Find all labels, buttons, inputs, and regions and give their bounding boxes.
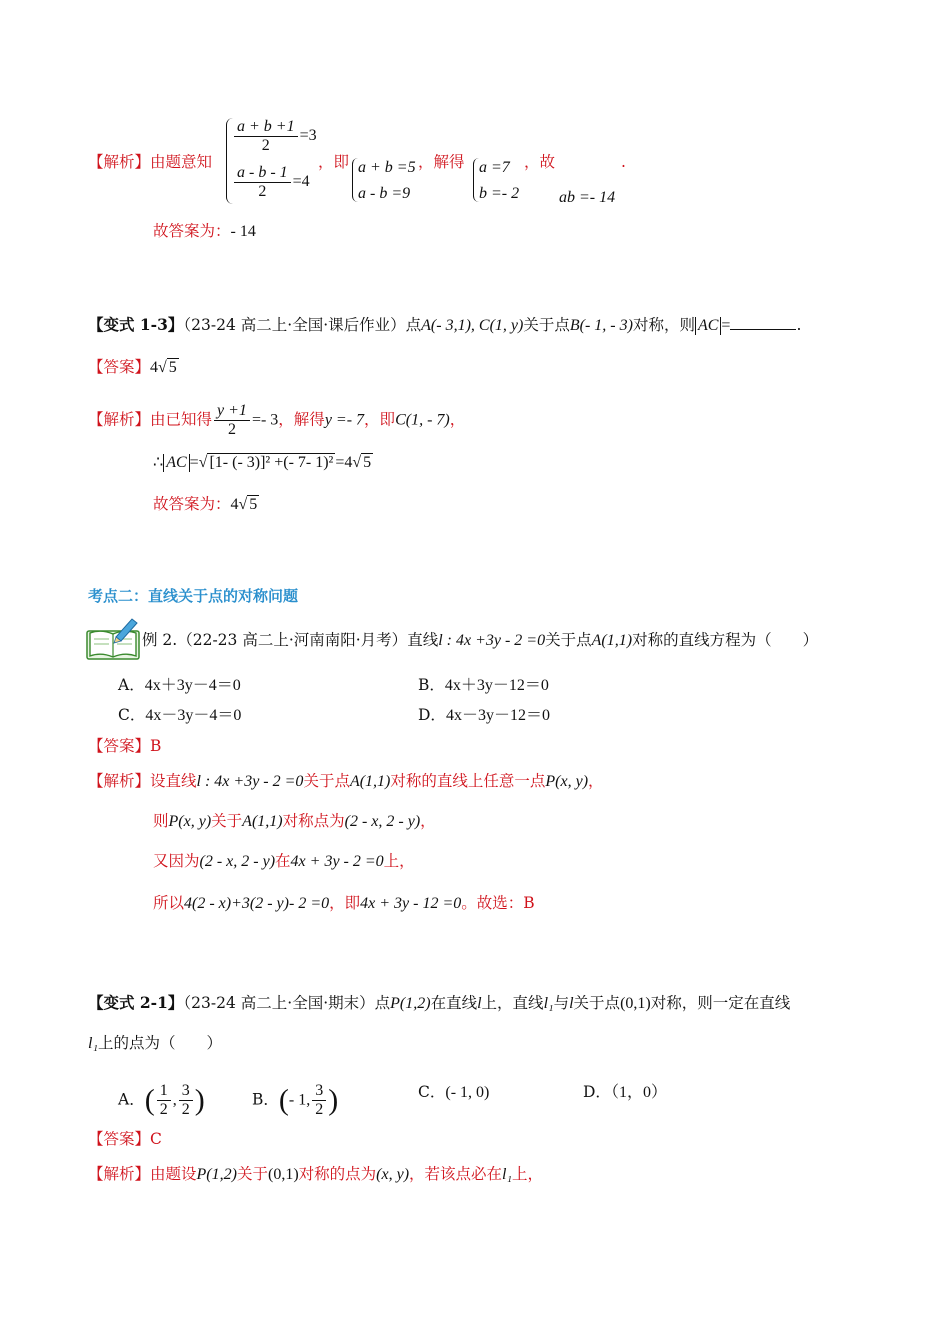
system-line: a =7 (479, 159, 510, 176)
answer-blank[interactable] (730, 315, 796, 330)
option-a[interactable]: A．( $\frac{1}{2}$ , $\frac{3}{2}$ ) (118, 1082, 205, 1118)
answer-line: 【答案】C (88, 1130, 162, 1148)
solution-line: 【解析】由已知得 $\frac{y +1}{2}$ =- 3，解得y =- 7，即C(1, - 7)， (88, 402, 466, 438)
option-d[interactable]: D．4x－3y－12＝0 (418, 706, 550, 724)
connector-text: ，故 (524, 153, 556, 171)
option-a[interactable]: A．4x＋3y－4＝0 (118, 676, 241, 694)
solution-text: 由题意知 (150, 153, 213, 171)
solution-line: 【解析】由题设P(1,2)关于(0,1)对称的点为(x, y)，若该点必在l₁上， (88, 1165, 544, 1183)
solution-label: 【解析】 (88, 153, 151, 171)
option-d[interactable]: D．（1，0） (583, 1083, 667, 1101)
connector-text: ，解得 (418, 153, 465, 171)
equation-2: $\frac{a - b - 1}{2}$ =4 (232, 164, 310, 201)
answer-line: 故答案为：- 14 (153, 222, 256, 240)
question-line: 例 2.（22-23 高二上·河南南阳·月考）直线l : 4x +3y - 2 =0关于点A(1,1)对称的直线方程为（ ） (142, 631, 819, 649)
option-c[interactable]: C．(- 1, 0) (418, 1083, 490, 1101)
answer-line: 【答案】4√ 5 (88, 358, 177, 376)
solution-line: 又因为(2 - x, 2 - y)在4x + 3y - 2 =0上， (153, 852, 415, 870)
connector-text: ，即 (318, 153, 350, 171)
distance-line: ∴ AC =√ [1- (- 3)]² +(- 7- 1)² =4√ 5 (153, 454, 372, 471)
equation-1: $\frac{a + b +1}{2}$ =3 (232, 118, 317, 155)
option-b[interactable]: B．(- 1, $\frac{3}{2}$ ) (252, 1082, 339, 1118)
solution-line (88, 152, 212, 172)
question-line: l₁上的点为（ ） (88, 1034, 223, 1052)
question-line: 【变式 2-1】（23-24 高二上·全国·期末）点P(1,2)在直线l上，直线l₁与l关于点(0,1)对称，则一定在直线 (88, 993, 791, 1012)
connector-text: . (621, 153, 626, 171)
solution-line: 【解析】设直线l : 4x +3y - 2 =0关于点A(1,1)对称的直线上任意一点P(x, y)， (88, 772, 604, 790)
solution-line: 所以4(2 - x)+3(2 - y)- 2 =0，即4x + 3y - 12 =0。故选：B (153, 894, 535, 912)
option-b[interactable]: B．4x＋3y－12＝0 (418, 676, 549, 694)
solution-line: 则P(x, y)关于A(1,1)对称点为(2 - x, 2 - y)， (153, 812, 436, 830)
system-line: a + b =5 (358, 159, 416, 176)
variant-tag: 【变式 1-3】 (88, 315, 184, 334)
answer-line: 【答案】B (88, 737, 162, 755)
book-pencil-icon (86, 615, 140, 661)
variant-tag: 【变式 2-1】 (88, 993, 184, 1012)
section-title: 考点二：直线关于点的对称问题 (88, 587, 299, 605)
system-line: a - b =9 (358, 185, 411, 202)
product-expression: ab =- 14 (559, 189, 616, 206)
system-line: b =- 2 (479, 185, 520, 202)
option-c[interactable]: C．4x－3y－4＝0 (118, 706, 242, 724)
answer-line: 故答案为：4√ 5 (153, 495, 258, 513)
question-line: 【变式 1-3】（23-24 高二上·全国·课后作业）点A(- 3,1), C(1, y)关于点B(- 1, - 3)对称，则 AC = . (88, 315, 802, 334)
